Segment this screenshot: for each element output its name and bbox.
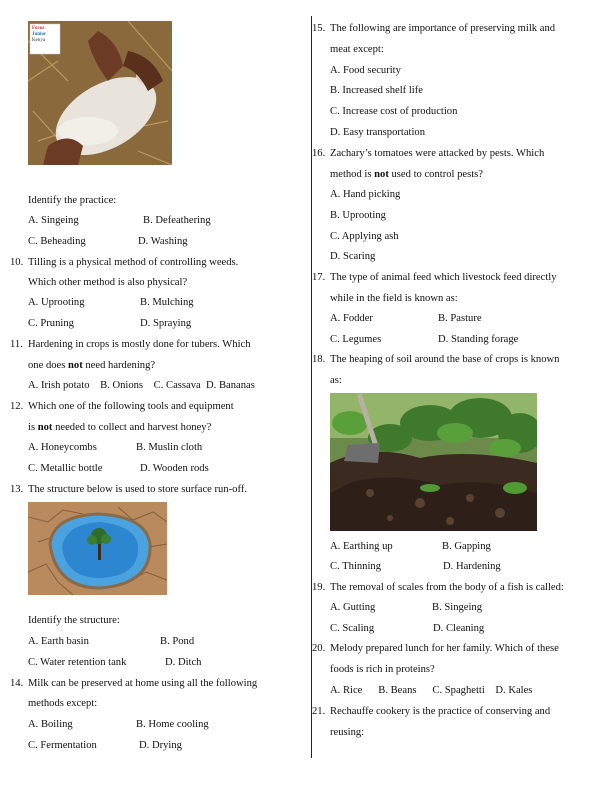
q19-option-c[interactable]: C. Scaling (330, 623, 375, 634)
q15-option-a[interactable]: A. Food security (330, 65, 401, 76)
logo-line-1: Focus (32, 26, 45, 31)
q17-line-2: while in the field is known as: (330, 293, 458, 304)
q19-option-d[interactable]: D. Cleaning (433, 623, 485, 634)
q9-option-d[interactable]: D. Washing (138, 236, 188, 247)
q20-options[interactable]: A. Rice B. Beans C. Spaghetti D. Kales (330, 685, 533, 696)
q10-line-1: Tilling is a physical method of controlling weeds. (28, 257, 239, 268)
q9-option-b[interactable]: B. Defeathering (143, 215, 211, 226)
q14-number: 14. (10, 678, 24, 689)
q14-option-c[interactable]: C. Fermentation (28, 740, 97, 751)
q12-option-d[interactable]: D. Wooden rods (140, 463, 209, 474)
q13-option-a[interactable]: A. Earth basin (28, 636, 89, 647)
q11-emphasis-not: not (68, 360, 83, 371)
q10-option-b[interactable]: B. Mulching (140, 297, 194, 308)
q14-option-b[interactable]: B. Home cooling (136, 719, 209, 730)
logo-line-2: Junior (32, 32, 47, 37)
q17-option-a[interactable]: A. Fodder (330, 313, 373, 324)
q13-number: 13. (10, 484, 24, 495)
q20-number: 20. (312, 643, 326, 654)
q11-line-1: Hardening in crops is mostly done for tubers. Which (28, 339, 251, 350)
q10-option-d[interactable]: D. Spraying (140, 318, 192, 329)
q19-line-1: The removal of scales from the body of a fish is called: (330, 582, 564, 593)
q20-line-1: Melody prepared lunch for her family. Which of these (330, 643, 559, 654)
q11-line-2 (28, 359, 155, 372)
q12-number: 12. (10, 401, 24, 412)
q10-option-a[interactable]: A. Uprooting (28, 297, 85, 308)
q12-line-2-pre: is (28, 422, 38, 433)
q16-option-d[interactable]: D. Scaring (330, 251, 376, 262)
earthing-up-photo (330, 393, 537, 531)
q9-option-c[interactable]: C. Beheading (28, 236, 86, 247)
q15-line-1: The following are importance of preserving milk and (330, 23, 556, 34)
q16-option-a[interactable]: A. Hand picking (330, 189, 401, 200)
q18-option-b[interactable]: B. Gapping (442, 541, 491, 552)
q13-option-b[interactable]: B. Pond (160, 636, 195, 647)
q12-option-c[interactable]: C. Metallic bottle (28, 463, 103, 474)
q21-number: 21. (312, 706, 326, 717)
q18-option-c[interactable]: C. Thinning (330, 561, 382, 572)
q14-option-d[interactable]: D. Drying (139, 740, 182, 751)
q18-line-2: as: (330, 375, 342, 386)
q10-line-2: Which other method is also physical? (28, 277, 188, 288)
q16-line-2-post: used to control pests? (388, 169, 484, 180)
q18-option-d[interactable]: D. Hardening (443, 561, 501, 572)
q12-option-a[interactable]: A. Honeycombs (28, 442, 97, 453)
q16-option-c[interactable]: C. Applying ash (330, 231, 399, 242)
q13-option-c[interactable]: C. Water retention tank (28, 657, 127, 668)
q19-option-b[interactable]: B. Singeing (432, 602, 483, 613)
q15-option-b[interactable]: B. Increased shelf life (330, 85, 423, 96)
q21-line-1: Rechauffe cookery is the practice of conserving and (330, 706, 551, 717)
q21-line-2: reusing: (330, 727, 365, 738)
q12-line-2-post: needed to collect and harvest honey? (52, 422, 212, 433)
q9-prompt: Identify the practice: (28, 195, 117, 206)
pond-photo (28, 502, 167, 595)
q17-number: 17. (312, 272, 326, 283)
q18-line-1: The heaping of soil around the base of crops is known (330, 354, 560, 365)
q12-emphasis-not: not (37, 422, 53, 433)
q12-line-2 (28, 421, 211, 434)
q14-line-1: Milk can be preserved at home using all the following (28, 678, 258, 689)
q17-line-1: The type of animal feed which livestock feed directly (330, 272, 557, 283)
q9-option-a[interactable]: A. Singeing (28, 215, 79, 226)
q17-option-d[interactable]: D. Standing forage (438, 334, 519, 345)
q15-number: 15. (312, 23, 326, 34)
q13-line-1: The structure below is used to store surface run-off. (28, 484, 247, 495)
q16-line-2-pre: method is (330, 169, 375, 180)
q11-number: 11. (10, 339, 23, 350)
q11-line-2-pre: one does (28, 360, 69, 371)
q12-option-b[interactable]: B. Muslin cloth (136, 442, 203, 453)
q16-emphasis-not: not (374, 169, 389, 180)
logo-text (32, 26, 46, 44)
chicken-defeathering-photo (28, 21, 172, 165)
q11-options[interactable]: A. Irish potato B. Onions C. Cassava D. Bananas (28, 380, 255, 391)
q18-number: 18. (312, 354, 326, 365)
logo-line-3: Kenya (32, 38, 46, 43)
q15-line-2: meat except: (330, 44, 384, 55)
q14-option-a[interactable]: A. Boiling (28, 719, 73, 730)
q15-option-c[interactable]: C. Increase cost of production (330, 106, 458, 117)
q16-number: 16. (312, 148, 326, 159)
q11-line-2-post: need hardening? (82, 360, 156, 371)
q19-number: 19. (312, 582, 326, 593)
q17-option-b[interactable]: B. Pasture (438, 313, 482, 324)
q16-line-1: Zachary’s tomatoes were attacked by pests. Which (330, 148, 545, 159)
q12-line-1: Which one of the following tools and equipment (28, 401, 234, 412)
q10-number: 10. (10, 257, 24, 268)
q13-option-d[interactable]: D. Ditch (165, 657, 202, 668)
q16-line-2 (330, 168, 483, 181)
q13-prompt: Identify the structure: (28, 615, 120, 626)
q14-line-2: methods except: (28, 698, 98, 709)
q15-option-d[interactable]: D. Easy transportation (330, 127, 426, 138)
q17-option-c[interactable]: C. Legumes (330, 334, 382, 345)
q18-option-a[interactable]: A. Earthing up (330, 541, 393, 552)
q16-option-b[interactable]: B. Uprooting (330, 210, 386, 221)
q10-option-c[interactable]: C. Pruning (28, 318, 74, 329)
q20-line-2: foods is rich in proteins? (330, 664, 435, 675)
q19-option-a[interactable]: A. Gutting (330, 602, 376, 613)
